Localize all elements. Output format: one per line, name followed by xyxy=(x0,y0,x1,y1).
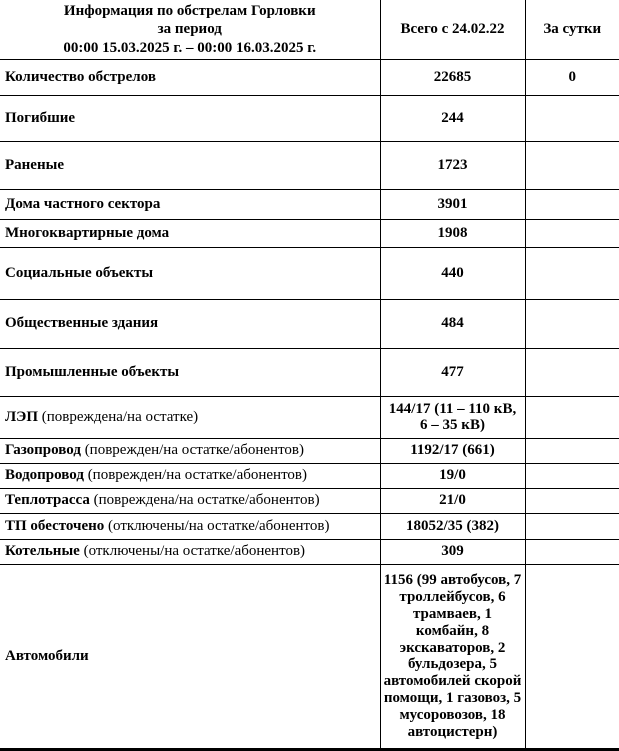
table-title-line2: за период xyxy=(157,21,222,38)
table-row xyxy=(0,95,619,141)
row-daily-value xyxy=(525,488,619,513)
row-daily-value xyxy=(525,299,619,348)
table-row xyxy=(0,539,619,564)
row-label-cell xyxy=(0,189,380,219)
table-row xyxy=(0,463,619,488)
table-title-cell xyxy=(0,0,380,59)
table-row xyxy=(0,299,619,348)
row-total-value: 1156 (99 автобусов, 7 троллейбусов, 6 трамваев, 1 комбайн, 8 экскаваторов, 2 бульдозера, 5 автомобилей скорой помощи, 1 газовоз, 5 мусоровозов, 18 автоцистерн) xyxy=(380,564,525,749)
row-label-cell xyxy=(0,141,380,189)
row-daily-value xyxy=(525,219,619,247)
row-label: Газопровод xyxy=(5,442,81,459)
row-total-value: 484 xyxy=(380,299,525,348)
row-daily-value xyxy=(525,463,619,488)
row-label: Погибшие xyxy=(5,109,76,126)
row-total-value: 477 xyxy=(380,348,525,396)
row-label-cell xyxy=(0,513,380,539)
row-label-cell xyxy=(0,564,380,749)
column-header-total: Всего с 24.02.22 xyxy=(380,0,525,59)
row-label: Социальные объекты xyxy=(5,264,154,281)
row-total-value: 440 xyxy=(380,247,525,299)
table-row xyxy=(0,247,619,299)
row-total-value: 1723 xyxy=(380,141,525,189)
row-label-cell xyxy=(0,438,380,463)
row-label-cell xyxy=(0,59,380,95)
row-daily-value xyxy=(525,438,619,463)
row-daily-value xyxy=(525,189,619,219)
row-label-cell xyxy=(0,396,380,438)
row-label: Раненые xyxy=(5,156,64,173)
row-label: Промышленные объекты xyxy=(5,363,180,380)
table-row xyxy=(0,438,619,463)
row-total-value: 3901 xyxy=(380,189,525,219)
row-label-cell xyxy=(0,247,380,299)
row-total-value: 1192/17 (661) xyxy=(380,438,525,463)
row-label-cell xyxy=(0,488,380,513)
table-title-line1: Информация по обстрелам Горловки xyxy=(63,3,316,19)
table-row xyxy=(0,564,619,749)
row-daily-value xyxy=(525,95,619,141)
row-label: Количество обстрелов xyxy=(5,68,156,85)
row-total-value: 1908 xyxy=(380,219,525,247)
row-label-detail: (отключены/на остатке/абонентов) xyxy=(104,517,330,534)
row-label: ЛЭП xyxy=(5,408,39,425)
row-label: Водопровод xyxy=(5,467,84,484)
row-daily-value xyxy=(525,247,619,299)
row-label-detail: (повреждена/на остатке) xyxy=(38,408,199,425)
row-label-detail: (поврежден/на остатке/абонентов) xyxy=(83,467,308,484)
row-label: Дома частного сектора xyxy=(5,195,161,212)
column-header-daily: За сутки xyxy=(525,0,619,59)
row-total-value: 244 xyxy=(380,95,525,141)
table-row xyxy=(0,59,619,95)
table-title-line3: 00:00 15.03.2025 г. – 00:00 16.03.2025 г. xyxy=(63,39,317,56)
row-label: Общественные здания xyxy=(5,315,159,332)
row-label-cell xyxy=(0,348,380,396)
row-daily-value xyxy=(525,141,619,189)
table-row xyxy=(0,348,619,396)
row-label: Автомобили xyxy=(5,647,89,664)
row-label-cell xyxy=(0,463,380,488)
row-label: ТП обесточено xyxy=(5,517,105,534)
row-daily-value xyxy=(525,564,619,749)
row-label: Котельные xyxy=(5,543,80,560)
row-label-cell xyxy=(0,539,380,564)
row-total-value: 19/0 xyxy=(380,463,525,488)
row-total-value: 21/0 xyxy=(380,488,525,513)
row-total-value: 309 xyxy=(380,539,525,564)
row-daily-value: 0 xyxy=(525,59,619,95)
row-daily-value xyxy=(525,539,619,564)
row-label-cell xyxy=(0,219,380,247)
table-row xyxy=(0,488,619,513)
table-body xyxy=(0,59,619,749)
row-label-cell xyxy=(0,299,380,348)
row-label-detail: (поврежден/на остатке/абонентов) xyxy=(80,442,305,459)
table-row xyxy=(0,189,619,219)
table-row xyxy=(0,141,619,189)
row-daily-value xyxy=(525,513,619,539)
row-label-detail: (отключены/на остатке/абонентов) xyxy=(79,543,306,560)
row-label: Теплотрасса xyxy=(5,492,90,509)
row-daily-value xyxy=(525,396,619,438)
row-label-cell xyxy=(0,95,380,141)
row-label-detail: (повреждена/на остатке/абонентов) xyxy=(89,492,320,509)
header-row xyxy=(0,0,619,59)
row-label: Многоквартирные дома xyxy=(5,224,170,241)
table-row xyxy=(0,219,619,247)
table-row xyxy=(0,396,619,438)
row-total-value: 22685 xyxy=(380,59,525,95)
table-row xyxy=(0,513,619,539)
row-total-value: 144/17 (11 – 110 кВ, 6 – 35 кВ) xyxy=(380,396,525,438)
row-total-value: 18052/35 (382) xyxy=(380,513,525,539)
row-daily-value xyxy=(525,348,619,396)
